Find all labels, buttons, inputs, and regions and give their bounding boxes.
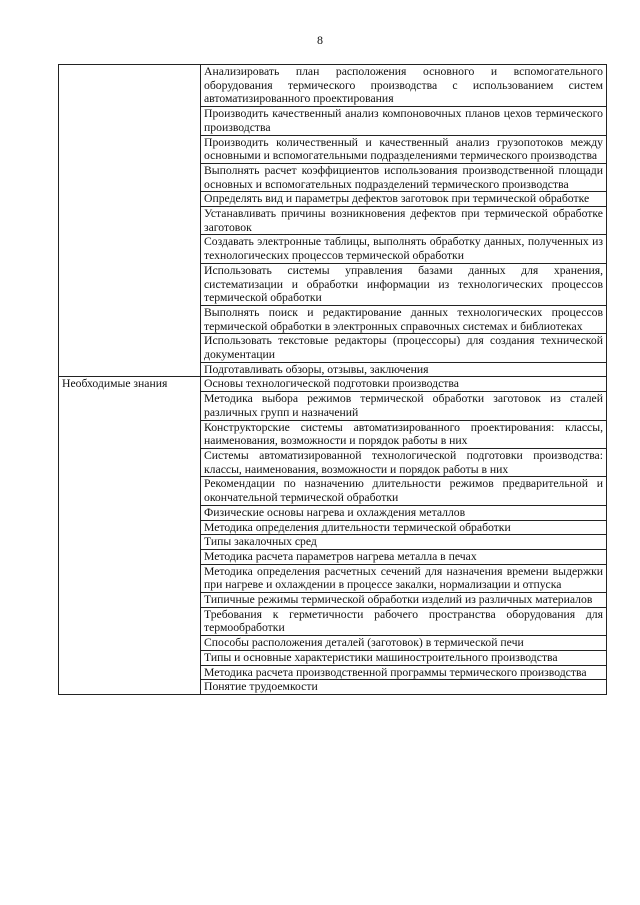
requirement-item: Методика расчета производственной программы термического производства: [201, 665, 607, 680]
requirement-item: Использовать системы управления базами данных для хранения, систематизации и обработки информации из технологических процессов термической обработки: [201, 263, 607, 305]
requirement-item: Физические основы нагрева и охлаждения металлов: [201, 505, 607, 520]
page-number: 8: [317, 33, 323, 47]
requirement-item: Понятие трудоемкости: [201, 680, 607, 695]
table-row: [59, 65, 607, 107]
requirements-table-body: [59, 65, 607, 695]
requirement-item: Подготавливать обзоры, отзывы, заключения: [201, 362, 607, 377]
requirement-item: Создавать электронные таблицы, выполнять обработку данных, полученных из технологических процессов термической обработки: [201, 235, 607, 263]
requirement-item: Требования к герметичности рабочего пространства оборудования для термообработки: [201, 607, 607, 635]
requirement-item: Выполнять поиск и редактирование данных технологических процессов термической обработки в электронных справочных системах и библиотеках: [201, 305, 607, 333]
requirement-item: Типы закалочных сред: [201, 535, 607, 550]
requirement-item: Анализировать план расположения основного и вспомогательного оборудования термического производства с использованием систем автоматизированного проектирования: [201, 65, 607, 107]
requirement-item: Производить качественный анализ компоновочных планов цехов термического производства: [201, 107, 607, 135]
requirement-item: Типы и основные характеристики машиностроительного производства: [201, 650, 607, 665]
group-heading-cell: Необходимые знания: [59, 377, 201, 694]
group-heading-cell: [59, 65, 201, 377]
table-row: [59, 377, 607, 392]
requirement-item: Использовать текстовые редакторы (процессоры) для создания технической документации: [201, 334, 607, 362]
requirement-item: Методика определения длительности термической обработки: [201, 520, 607, 535]
requirement-item: Типичные режимы термической обработки изделий из различных материалов: [201, 593, 607, 608]
requirement-item: Методика расчета параметров нагрева металла в печах: [201, 549, 607, 564]
requirement-item: Выполнять расчет коэффициентов использования производственной площади основных и вспомогательных подразделений термического производства: [201, 163, 607, 191]
requirement-item: Методика выбора режимов термической обработки заготовок из сталей различных групп и назначений: [201, 392, 607, 420]
requirement-item: Производить количественный и качественный анализ грузопотоков между основными и вспомогательными подразделениями термического производства: [201, 135, 607, 163]
requirement-item: Рекомендации по назначению длительности режимов предварительной и окончательной термической обработки: [201, 477, 607, 505]
requirement-item: Конструкторские системы автоматизированного проектирования: классы, наименования, возможности и порядок работы в них: [201, 420, 607, 448]
requirement-item: Методика определения расчетных сечений для назначения времени выдержки при нагреве и охлаждении в процессе закалки, нормализации и отпуска: [201, 564, 607, 592]
requirement-item: Системы автоматизированной технологической подготовки производства: классы, наименования, возможности и порядок работы в них: [201, 448, 607, 476]
requirement-item: Устанавливать причины возникновения дефектов при термической обработке заготовок: [201, 207, 607, 235]
requirement-item: Способы расположения деталей (заготовок) в термической печи: [201, 636, 607, 651]
requirement-item: Определять вид и параметры дефектов заготовок при термической обработке: [201, 192, 607, 207]
requirements-table: [58, 64, 607, 695]
requirement-item: Основы технологической подготовки производства: [201, 377, 607, 392]
